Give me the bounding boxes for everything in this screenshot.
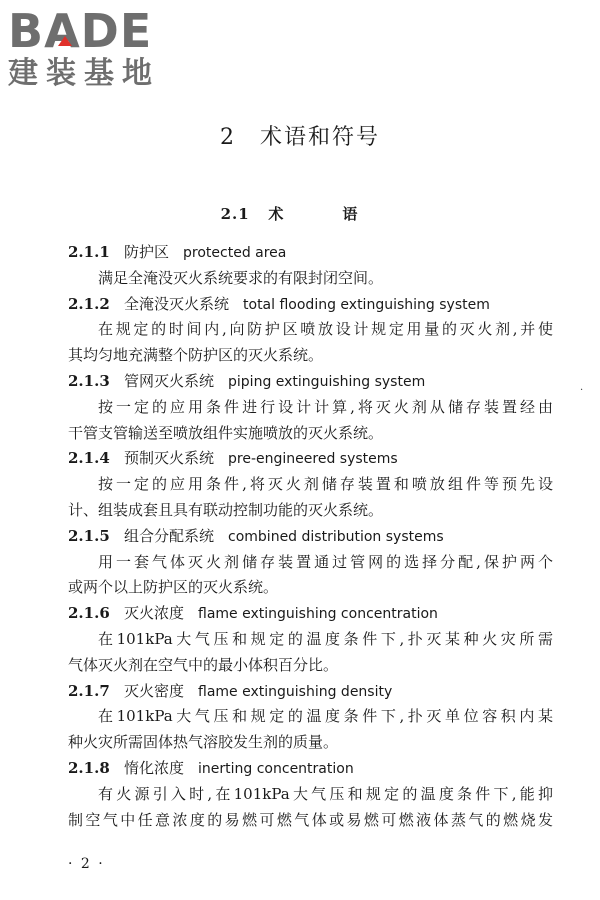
page-number: · 2 · [68,856,105,872]
term-heading [68,679,553,705]
term-definition-line: 计、组装成套且具有联动控制功能的灭火系统。 [68,500,384,519]
term-english: total flooding extinguishing system [243,296,490,313]
term-definition-line: 满足全淹没灭火系统要求的有限封闭空间。 [98,268,384,287]
term-english: flame extinguishing concentration [198,606,438,623]
term-definition-line: 种火灾所需固体热气溶胶发生剂的质量。 [68,733,339,752]
term-chinese: 全淹没灭火系统 [124,294,230,313]
term-number: 2.1.5 [68,526,110,545]
logo-wordmark: BADE [8,4,153,58]
term-heading [68,524,553,550]
term-chinese: 管网灭火系统 [124,371,215,390]
term-chinese: 预制灭火系统 [124,449,215,468]
term-definition-line: 按一定的应用条件进行设计计算,将灭火剂从储存装置经由 [98,397,553,416]
term-chinese: 组合分配系统 [124,526,215,545]
term-number: 2.1.3 [68,371,110,390]
term-english: flame extinguishing density [198,683,393,700]
term-number: 2.1.4 [68,449,110,468]
term-definition-line: 或两个以上防护区的灭火系统。 [68,578,279,597]
term-heading [68,756,553,782]
section-number: 2.1 [220,205,250,223]
chapter-title: 2 术语和符号 [220,125,380,150]
term-heading [68,292,553,318]
margin-mark: · [580,385,584,396]
term-definition-line: 在101kPa大气压和规定的温度条件下,扑灭单位容积内某 [98,707,553,726]
term-number: 2.1.7 [68,681,110,700]
term-definition-line: 干管支管输送至喷放组件实施喷放的灭火系统。 [68,423,384,442]
term-english: pre-engineered systems [228,451,398,468]
term-definition-line: 其均匀地充满整个防护区的灭火系统。 [68,346,324,365]
term-number: 2.1.8 [68,758,110,777]
term-chinese: 防护区 [124,243,170,261]
term-heading [68,446,553,472]
term-heading [68,601,553,627]
term-definition-line: 制空气中任意浓度的易燃可燃气体或易燃可燃液体蒸气的燃烧发 [68,810,553,829]
term-english: protected area [183,245,287,261]
term-definition-line: 在规定的时间内,向防护区喷放设计规定用量的灭火剂,并使 [98,320,553,339]
term-number: 2.1.1 [68,243,110,261]
term-definition-line: 在101kPa大气压和规定的温度条件下,扑灭某种火灾所需 [98,629,553,648]
term-english: piping extinguishing system [228,373,426,390]
term-definition-line: 气体灭火剂在空气中的最小体积百分比。 [68,655,339,674]
section-heading: 术 语 [268,205,380,223]
term-chinese: 灭火密度 [124,681,185,700]
logo [8,6,178,92]
term-english: inerting concentration [198,760,354,777]
term-english: combined distribution systems [228,528,444,545]
term-heading [68,369,553,395]
term-definition-line: 按一定的应用条件,将灭火剂储存装置和喷放组件等预先设 [98,475,553,494]
term-definition-line: 用一套气体灭火剂储存装置通过管网的选择分配,保护两个 [98,552,553,571]
term-chinese: 灭火浓度 [124,604,185,623]
section-title [0,203,600,224]
logo-chinese-text: 建装基地 [8,56,160,91]
term-heading [68,240,553,266]
terms-list [68,240,553,833]
term-number: 2.1.2 [68,294,110,313]
term-number: 2.1.6 [68,604,110,623]
term-definition-line: 有火源引入时,在101kPa大气压和规定的温度条件下,能抑 [98,784,553,803]
term-chinese: 惰化浓度 [124,758,185,777]
